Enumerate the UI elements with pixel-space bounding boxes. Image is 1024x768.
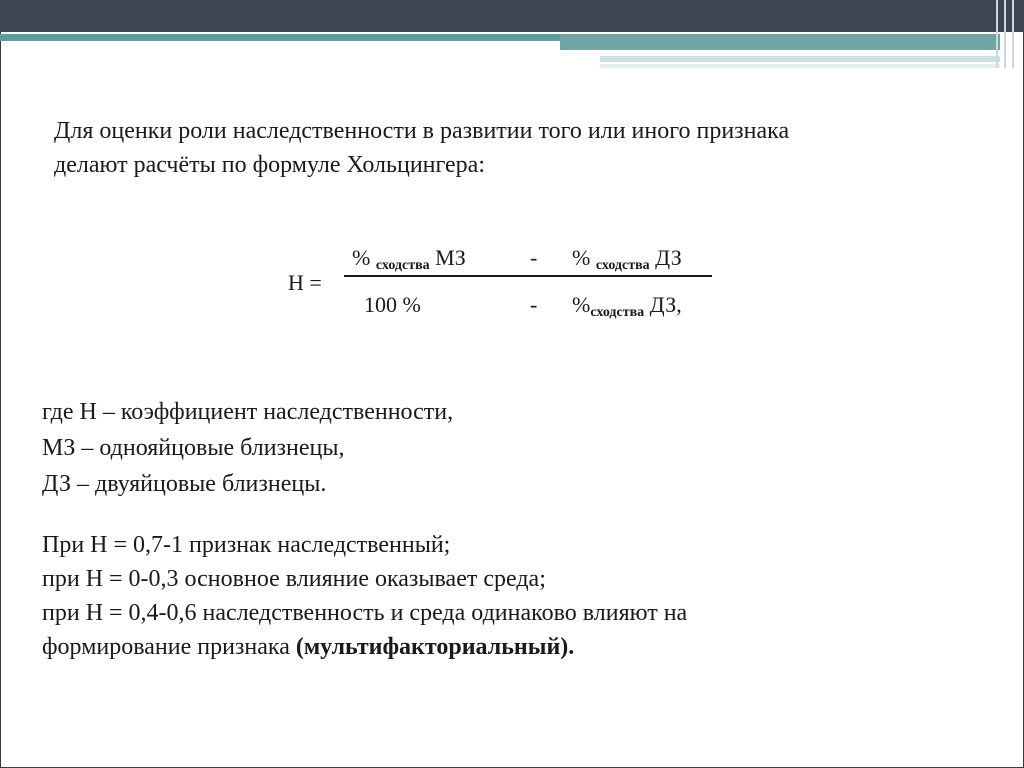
rule-line-4 (42, 630, 687, 664)
dz-label: ДЗ, (649, 292, 682, 317)
rule-line-4-text: формирование признака (42, 634, 296, 660)
fraction-bar (344, 275, 712, 277)
dz-label: ДЗ (655, 245, 682, 270)
intro-text (54, 114, 789, 182)
formula-numerator-minus: - (530, 245, 538, 270)
subscript-similarity: сходства (595, 258, 650, 273)
rule-line-4-bold: (мультифакториальный) (295, 634, 569, 660)
rule-line-1: При Н = 0,7-1 признак наследственный; (42, 532, 451, 558)
header-dark-band (0, 0, 1024, 32)
header-pale-stripe-2 (600, 64, 1000, 68)
legend-line: МЗ – однояйцовые близнецы, (42, 435, 345, 461)
header-vertical-line (996, 0, 998, 68)
header-vertical-line (1004, 0, 1006, 68)
legend-line: где Н – коэффициент наследственности, (42, 399, 454, 425)
formula-numerator-left (352, 245, 466, 274)
legend-line: ДЗ – двуяйцовые близнецы. (42, 471, 327, 497)
percent-sign: % (572, 245, 591, 270)
header-teal-block (560, 34, 1000, 50)
rule-line-2: при Н = 0-0,3 основное влияние оказывает среда; (42, 566, 546, 592)
intro-line-1: Для оценки роли наследственности в развитии того или иного признака (54, 118, 790, 144)
percent-sign: % (572, 292, 591, 317)
rule-line-3: при Н = 0,4-0,6 наследственность и среда одинаково влияют на (42, 600, 688, 626)
formula-denominator-minus: - (530, 292, 538, 317)
header-vertical-line (1012, 0, 1014, 68)
formula-numerator-right (572, 245, 682, 274)
legend-definitions (42, 394, 453, 502)
percent-sign: % (352, 245, 371, 270)
intro-line-2: делают расчёты по формуле Хольцингера: (54, 152, 486, 178)
rule-line-4-end: . (568, 634, 575, 660)
subscript-similarity: сходства (590, 305, 645, 320)
formula-lhs: Н = (288, 270, 322, 295)
formula-denominator-left: 100 % (364, 292, 421, 317)
mz-label: МЗ (435, 245, 466, 270)
formula-denominator-right (572, 292, 682, 321)
interpretation-rules (42, 528, 687, 664)
subscript-similarity: сходства (375, 258, 430, 273)
header-pale-stripe (600, 56, 1000, 62)
